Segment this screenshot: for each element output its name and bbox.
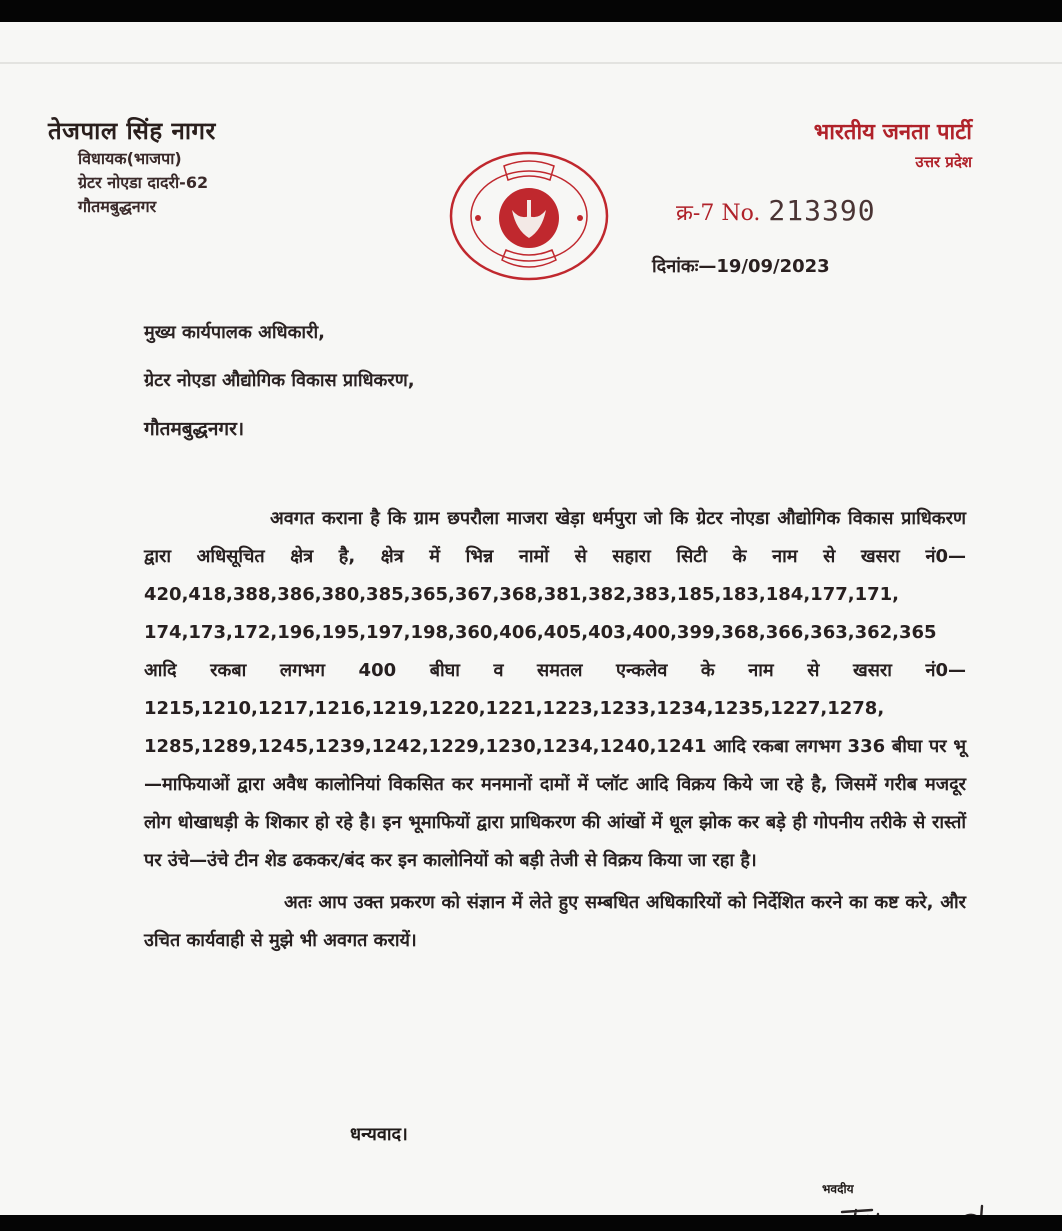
bottom-black-bar xyxy=(0,1215,1062,1231)
letter-page xyxy=(0,22,1062,1215)
reference-label: क्र-7 No. xyxy=(676,201,761,226)
letter-body xyxy=(144,500,966,960)
thanks-note: धन्यवाद। xyxy=(350,1124,408,1145)
reference-value: 213390 xyxy=(768,194,876,227)
body-paragraph-2: अतः आप उक्त प्रकरण को संज्ञान में लेते हुए सम्बधित अधिकारियों को निर्देशित करने का कष्ट करे, और उचित कार्यवाही से मुझे भी अवगत करायें। xyxy=(144,892,966,951)
closing-salutation: भवदीय xyxy=(822,1182,854,1196)
page-fold-line xyxy=(0,62,1062,64)
addressee-block xyxy=(144,318,415,462)
vidhan-sabha-emblem-icon xyxy=(448,150,610,282)
party-block xyxy=(814,116,972,172)
addressee-line-1: मुख्य कार्यपालक अधिकारी, xyxy=(144,322,325,343)
letter-date: दिनांकः—19/09/2023 xyxy=(652,256,830,277)
party-state: उत्तर प्रदेश xyxy=(915,153,972,171)
handwritten-signature-icon xyxy=(832,1186,1032,1215)
sender-district: गौतमबुद्धनगर xyxy=(78,197,157,216)
sender-designation: विधायक(भाजपा) xyxy=(78,149,182,168)
reference-number xyxy=(676,194,876,227)
top-black-bar xyxy=(0,0,1062,22)
body-paragraph-1: अवगत कराना है कि ग्राम छपरौला माजरा खेड़ा धर्मपुरा जो कि ग्रेटर नोएडा औद्योगिक विकास प्राधिकरण द्वारा अधिसूचित क्षेत्र है, क्षेत्र में भिन्न नामों से सहारा सिटी के नाम से खसरा नं0—420,418,388,386,380,385,365,367,368,381,382,383,185,183,184,177,171, 174,173,172,196,195,197,198,360,406,405,403,400,399,368,366,363,362,365 आदि रकबा लगभग 400 बीघा व समतल एन्कलेव के नाम से खसरा नं0—1215,1210,1217,1216,1219,1220,1221,1223,1233,1234,1235,1227,1278, 1285,1289,1245,1239,1242,1229,1230,1234,1240,1241 आदि रकबा लगभग 336 बीघा पर भू—माफियाओं द्वारा अवैध कालोनियां विकसित कर मनमानों दामों में प्लॉट आदि विक्रय किये जा रहे है, जिसमें गरीब मजदूर लोग धोखाधड़ी के शिकार हो रहे है। इन भूमाफियों द्वारा प्राधिकरण की आंखों में धूल झोक कर बड़े ही गोपनीय तरीके से रास्तों पर उंचे—उंचे टीन शेड ढककर/बंद कर इन कालोनियों को बड़ी तेजी से विक्रय किया जा रहा है। xyxy=(144,508,966,871)
addressee-line-3: गौतमबुद्धनगर। xyxy=(144,418,245,440)
sender-constituency: ग्रेटर नोएडा दादरी-62 xyxy=(78,173,209,192)
sender-block xyxy=(48,114,216,219)
addressee-line-2: ग्रेटर नोएडा औद्योगिक विकास प्राधिकरण, xyxy=(144,370,415,391)
sender-name: तेजपाल सिंह नागर xyxy=(48,117,216,145)
party-name: भारतीय जनता पार्टी xyxy=(813,120,972,145)
